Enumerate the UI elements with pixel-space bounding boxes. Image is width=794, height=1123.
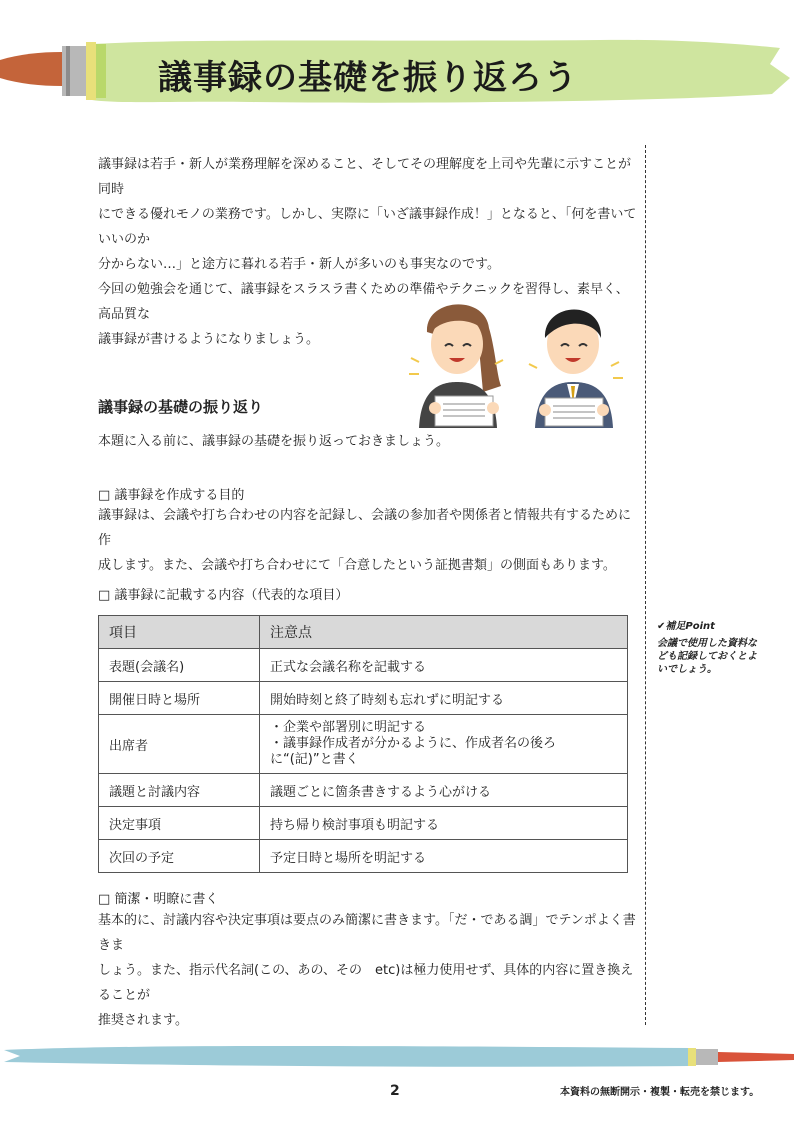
two-people-illustration [405,288,630,428]
note-line: ・議事録作成者が分かるように、作成者名の後ろに“(記)”と書く [270,736,557,767]
table-row [99,774,628,807]
paintbrush-icon [688,1048,794,1066]
man-figure [529,309,623,428]
note-cell: 持ち帰り検討事項も明記する [260,807,628,840]
intro-line: 分からない…」と途方に暮れる若手・新人が多いのも事実なのです。 [98,257,500,272]
page-number: 2 [390,1083,400,1099]
intro-line: にできる優れモノの業務です。しかし、実際に「いざ議事録作成！」となると、「何を書いていいのか [98,207,637,247]
table-row [99,682,628,715]
concise-line: 推奨されます。 [98,1013,188,1028]
margin-divider [645,145,646,1025]
note-cell: 正式な会議名称を記載する [260,649,628,682]
concise-paragraph [98,908,638,1033]
note-cell: 議題ごとに箇条書きするよう心がける [260,774,628,807]
note-line: ・企業や部署別に明記する [270,720,427,735]
items-table [98,615,628,873]
table-header-row [99,616,628,649]
note-cell: 開始時刻と終了時刻も忘れずに明記する [260,682,628,715]
item-cell: 決定事項 [99,807,260,840]
column-header: 注意点 [260,616,628,649]
paintbrush-icon [0,42,106,100]
table-row [99,840,628,873]
item-cell: 次回の予定 [99,840,260,873]
purpose-line: 議事録は、会議や打ち合わせの内容を記録し、会議の参加者や関係者と情報共有するために作 [98,508,632,548]
footer-brush-band [0,1040,794,1072]
intro-line: 議事録が書けるようになりましょう。 [98,332,320,347]
intro-line: 今回の勉強会を通じて、議事録をスラスラ書くための準備やテクニックを習得し、素早く、高品質な [98,282,629,322]
concise-line: しょう。また、指示代名詞(この、あの、その etc)は極力使用せず、具体的内容に置き換えることが [98,963,634,1003]
section-lead: 本題に入る前に、議事録の基礎を振り返っておきましょう。 [98,434,450,449]
concise-label: □ 簡潔・明瞭に書く [98,892,219,907]
contents-label: □ 議事録に記載する内容（代表的な項目） [98,588,349,603]
purpose-paragraph [98,503,638,578]
page-title: 議事録の基礎を振り返ろう [158,58,578,98]
table-row [99,807,628,840]
table-row [99,649,628,682]
item-cell: 開催日時と場所 [99,682,260,715]
intro-line: 議事録は若手・新人が業務理解を深めること、そしてその理解度を上司や先輩に示すことが同時 [98,157,632,197]
concise-line: 基本的に、討議内容や決定事項は要点のみ簡潔に書きます。「だ・である調」でテンポよく書きま [98,913,636,953]
item-cell: 議題と討議内容 [99,774,260,807]
woman-figure [409,304,503,428]
section-heading: 議事録の基礎の振り返り [98,398,264,416]
column-header: 項目 [99,616,260,649]
side-note [657,620,757,676]
purpose-line: 成します。また、会議や打ち合わせにて「合意したという証拠書類」の側面もあります。 [98,558,616,573]
side-note-heading: ✔補足Point [657,621,715,632]
side-note-body: 会議で使用した資料なども記録しておくとよいでしょう。 [657,638,757,675]
table-row [99,715,628,774]
note-cell: 予定日時と場所を明記する [260,840,628,873]
note-cell [260,715,628,774]
item-cell: 出席者 [99,715,260,774]
item-cell: 表題(会議名) [99,649,260,682]
copyright-notice: 本資料の無断開示・複製・転売を禁じます。 [560,1087,760,1098]
purpose-label: □ 議事録を作成する目的 [98,488,245,503]
